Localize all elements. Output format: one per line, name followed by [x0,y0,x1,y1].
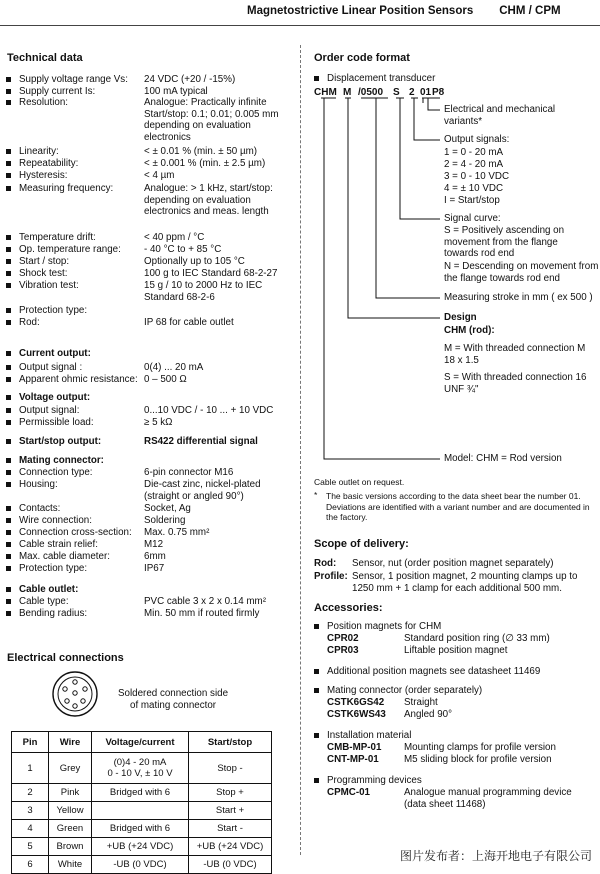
bullet-icon [314,669,319,674]
table-cell: 2 [12,784,49,802]
pin-table-header: Pin [12,732,49,753]
spec-label: Mating connector: [19,455,104,466]
acc-item-desc: Straight [404,697,438,708]
table-cell: Start + [189,802,272,820]
spec-label: Output signal : [19,362,83,373]
order-note-1: Cable outlet on request. [314,477,405,487]
acc-item-code: CSTK6WS43 [327,709,386,720]
scope-title: Scope of delivery: [314,538,409,550]
spec-label: Cable outlet: [19,584,79,595]
table-cell: -UB (0 VDC) [92,856,189,874]
table-cell: +UB (+24 VDC) [92,838,189,856]
spec-label: Bending radius: [19,608,88,619]
order-stroke: Measuring stroke in mm ( ex 500 ) [444,292,593,303]
pin-table-header: Start/stop [189,732,272,753]
spec-value: 0...10 VDC / - 10 ... + 10 VDC [144,405,274,416]
header-title: Magnetostrictive Linear Position Sensors [247,5,474,17]
order-code-part: /0500 [358,87,384,98]
spec-value: < 40 ppm / °C [144,232,205,243]
spec-value: RS422 differential signal [144,436,258,447]
spec-value: 15 g / 10 to 2000 Hz to IEC Standard 68-2-6 [144,280,263,303]
acc-group-label: Programming devices [327,775,422,786]
order-design-m: M = With threaded connection M 18 x 1.5 [444,343,586,366]
table-cell: Bridged with 6 [92,784,189,802]
spec-value: IP67 [144,563,165,574]
acc-item-code: CPR02 [327,633,359,644]
spec-label: Op. temperature range: [19,244,121,255]
spec-label: Housing: [19,479,58,490]
table-cell: Stop - [189,753,272,784]
order-design-s: S = With threaded connection 16 UNF ¾" [444,372,587,395]
acc-title: Accessories: [314,602,383,614]
spec-label: Start/stop output: [19,436,102,447]
spec-value: 100 mA typical [144,86,208,97]
spec-label: Max. cable diameter: [19,551,110,562]
spec-value: ≥ 5 kΩ [144,417,173,428]
spec-value: M12 [144,539,164,550]
order-code-part: CHM [314,87,337,98]
elec-caption-2: of mating connector [130,700,217,711]
table-cell: 4 [12,820,49,838]
scope-rod-value: Sensor, nut (order position magnet separately) [352,558,554,569]
table-cell: Green [49,820,92,838]
acc-item-desc: Standard position ring (∅ 33 mm) [404,633,550,644]
table-cell: Bridged with 6 [92,820,189,838]
spec-value: IP 68 for cable outlet [144,317,234,328]
order-design-sub: CHM (rod): [444,325,495,336]
table-cell: -UB (0 VDC) [189,856,272,874]
acc-group-label: Mating connector (order separately) [327,685,483,696]
bullet-icon [314,733,319,738]
order-note-2: The basic versions according to the data sheet bear the number 01. Deviations are identified with a variant number and are documented in the factory. [326,491,590,522]
order-design: Design [444,312,477,323]
output-option: 4 = ± 10 VDC [444,183,504,194]
order-code-part: 2 [409,87,415,98]
acc-item-desc: M5 sliding block for profile version [404,754,552,765]
scope-profile-label: Profile: [314,571,348,582]
spec-value: Die-cast zinc, nickel-plated (straight or angled 90°) [144,479,261,502]
spec-label: Protection type: [19,305,88,316]
spec-label: Protection type: [19,563,88,574]
bullet-icon [314,778,319,783]
spec-label: Contacts: [19,503,61,514]
spec-label: Apparent ohmic resistance: [19,374,138,385]
acc-group-label: Additional position magnets see datasheet 11469 [327,666,541,677]
spec-label: Permissible load: [19,417,94,428]
order-sub: Displacement transducer [327,73,436,84]
table-cell: +UB (+24 VDC) [189,838,272,856]
spec-label: Current output: [19,348,91,359]
table-cell: (0)4 - 20 mA 0 - 10 V, ± 10 V [92,753,189,784]
spec-label: Repeatability: [19,158,79,169]
order-model: Model: CHM = Rod version [444,453,562,464]
acc-item-desc: Liftable position magnet [404,645,508,656]
spec-value: 0(4) ... 20 mA [144,362,204,373]
spec-value: 6-pin connector M16 [144,467,234,478]
spec-value: Soldering [144,515,186,526]
spec-value: 100 g to IEC Standard 68-2-27 [144,268,278,279]
order-curve-s: S = Positively ascending on movement from the flange towards rod end [444,225,565,259]
elec-title: Electrical connections [7,652,124,664]
acc-item-code: CMB-MP-01 [327,742,382,753]
spec-value: Socket, Ag [144,503,191,514]
acc-item-code: CPR03 [327,645,359,656]
scope-rod-label: Rod: [314,558,337,569]
bullet-icon [314,624,319,629]
acc-group-label: Installation material [327,730,412,741]
output-option: 2 = 4 - 20 mA [444,159,504,170]
spec-label: Connection cross-section: [19,527,132,538]
spec-value: Optionally up to 105 °C [144,256,245,267]
spec-value: 6mm [144,551,166,562]
elec-caption-1: Soldered connection side [118,688,229,699]
table-cell: 6 [12,856,49,874]
spec-value: - 40 °C to + 85 °C [144,244,222,255]
order-code-part: S [393,87,400,98]
table-cell: Yellow [49,802,92,820]
acc-item-desc: Angled 90° [404,709,453,720]
header-models: CHM / CPM [499,5,561,17]
spec-value: < 4 µm [144,170,175,181]
spec-value: < ± 0.001 % (min. ± 2.5 µm) [144,158,266,169]
spec-label: Start / stop: [19,256,70,267]
acc-item-code: CNT-MP-01 [327,754,379,765]
spec-label: Cable strain relief: [19,539,98,550]
spec-value: 24 VDC (+20 / -15%) [144,74,236,85]
acc-item-code: CPMC-01 [327,787,371,798]
spec-value: Analogue: > 1 kHz, start/stop: depending on evaluation electronics and meas. length [144,183,273,217]
spec-label: Voltage output: [19,392,91,403]
table-cell: 1 [12,753,49,784]
spec-value: Analogue: Practically infinite Start/stop: 0.1; 0.01; 0.005 mm depending on evaluation electronics [144,97,279,143]
spec-label: Resolution: [19,97,69,108]
acc-item-desc: Mounting clamps for profile version [404,742,556,753]
spec-label: Linearity: [19,146,59,157]
spec-value: Max. 0.75 mm² [144,527,210,538]
acc-item-code: CSTK6GS42 [327,697,385,708]
spec-label: Temperature drift: [19,232,96,243]
order-curve-n: N = Descending on movement from the flange towards rod end [444,261,599,284]
bullet-icon [314,688,319,693]
spec-label: Wire connection: [19,515,92,526]
pin-table-header: Voltage/current [92,732,189,753]
table-cell: Grey [49,753,92,784]
table-cell: Pink [49,784,92,802]
acc-item-desc: Analogue manual programming device (data sheet 11468) [404,787,572,810]
spec-value: PVC cable 3 x 2 x 0.14 mm² [144,596,266,607]
table-cell: White [49,856,92,874]
order-curve-title: Signal curve: [444,213,501,224]
footer-watermark: 图片发布者：上海开地电子有限公司 [399,849,592,863]
order-title: Order code format [314,52,410,64]
order-code-part: M [343,87,352,98]
spec-value: < ± 0.01 % (min. ± 50 µm) [144,146,258,157]
spec-label: Supply current Is: [19,86,96,97]
spec-label: Supply voltage range Vs: [19,74,128,85]
tech-title: Technical data [7,52,83,64]
table-cell: 5 [12,838,49,856]
spec-label: Connection type: [19,467,93,478]
order-code-part: 01 [420,87,432,98]
spec-value: 0 – 500 Ω [144,374,187,385]
spec-label: Output signal: [19,405,80,416]
spec-label: Rod: [19,317,40,328]
table-cell: 3 [12,802,49,820]
spec-label: Hysteresis: [19,170,68,181]
table-cell: Stop + [189,784,272,802]
acc-group-label: Position magnets for CHM [327,621,442,632]
spec-label: Cable type: [19,596,69,607]
order-variants: Electrical and mechanical variants* [444,104,556,127]
pin-table-header: Wire [49,732,92,753]
spec-label: Vibration test: [19,280,79,291]
output-option: 1 = 0 - 20 mA [444,147,504,158]
spec-label: Measuring frequency: [19,183,114,194]
order-out-title: Output signals: [444,134,510,145]
table-cell: Start - [189,820,272,838]
output-option: I = Start/stop [444,195,500,206]
scope-profile-value: Sensor, 1 position magnet, 2 mounting clamps up to 1250 mm + 1 clamp for each additional 500 mm. [352,571,578,594]
table-cell: Brown [49,838,92,856]
order-code-part: P8 [432,87,445,98]
output-option: 3 = 0 - 10 VDC [444,171,510,182]
spec-label: Shock test: [19,268,68,279]
spec-value: Min. 50 mm if routed firmly [144,608,260,619]
